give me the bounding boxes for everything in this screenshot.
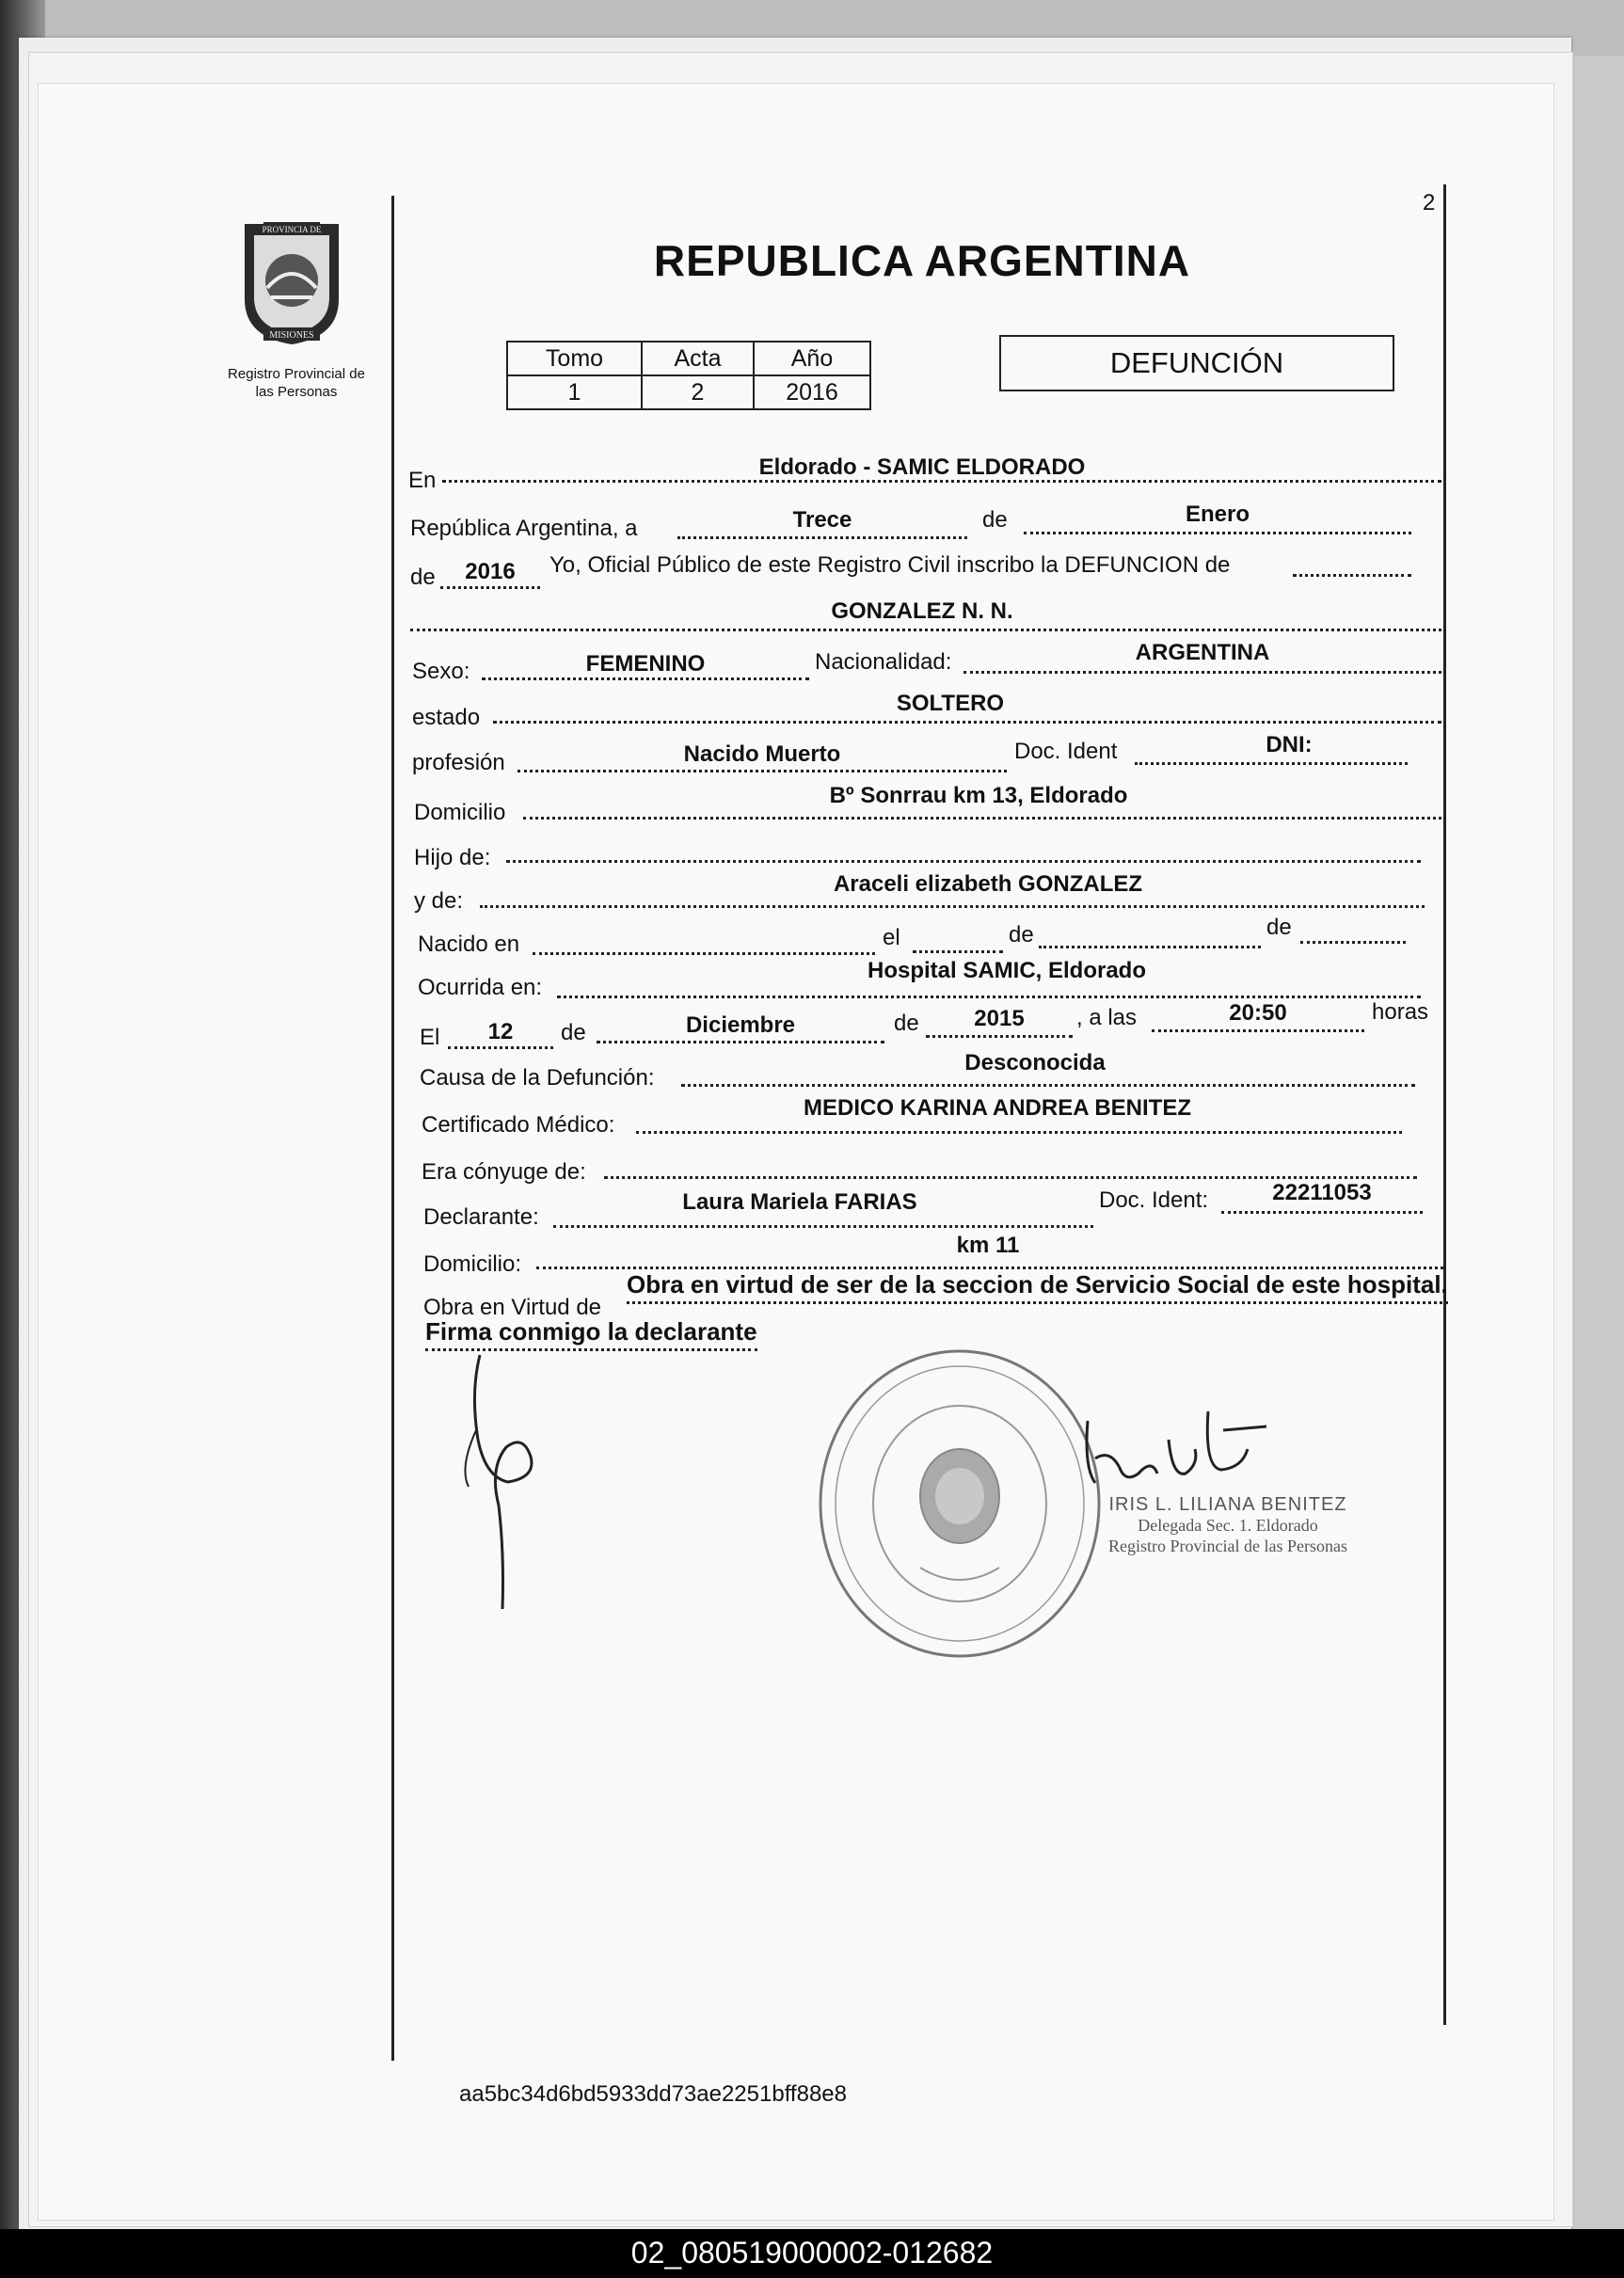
yde-value: Araceli elizabeth GONZALEZ <box>833 871 1143 897</box>
doc-ident2-label: Doc. Ident: <box>1099 1187 1209 1213</box>
nacionalidad-value: ARGENTINA <box>1135 640 1270 665</box>
death-time: 20:50 <box>1229 1000 1287 1026</box>
conyuge-label: Era cónyuge de: <box>422 1159 586 1185</box>
certificado-value: MEDICO KARINA ANDREA BENITEZ <box>804 1095 1191 1121</box>
record-table <box>506 341 871 410</box>
de4-label: de <box>894 1011 919 1036</box>
republica-label: República Argentina, a <box>410 516 638 541</box>
ocurrida-label: Ocurrida en: <box>418 975 543 1000</box>
tomo-value: 1 <box>507 375 642 409</box>
obra-label: Obra en Virtud de <box>423 1295 602 1320</box>
page-number: 2 <box>1423 190 1436 215</box>
death-time-line <box>1152 1029 1364 1032</box>
death-day: 12 <box>487 1019 514 1044</box>
acta-value: 2 <box>642 375 754 409</box>
ocurrida-line <box>557 996 1421 998</box>
domicilio2-label: Domicilio: <box>423 1251 522 1277</box>
horas-label: horas <box>1372 999 1429 1025</box>
profesion-label: profesión <box>412 750 505 775</box>
domicilio-line <box>523 817 1441 820</box>
official-seal-icon <box>809 1346 1110 1665</box>
tomo-header: Tomo <box>507 342 642 375</box>
official-block <box>1082 1494 1374 1556</box>
hijo-line <box>506 860 1421 863</box>
official-signature-icon <box>1082 1393 1270 1505</box>
estado-value: SOLTERO <box>896 691 1005 716</box>
alas-label: , a las <box>1076 1005 1138 1030</box>
de3-label: de <box>561 1020 586 1045</box>
day-text: Trece <box>792 507 852 533</box>
sexo-line <box>482 677 809 680</box>
doc-ident2-value: 22211053 <box>1272 1180 1372 1205</box>
left-margin-rule <box>391 196 394 2061</box>
month-text: Enero <box>1185 502 1250 527</box>
el2-label: El <box>420 1025 440 1050</box>
death-year: 2015 <box>974 1006 1025 1031</box>
yde-line <box>480 905 1425 908</box>
statement-line <box>1293 574 1411 577</box>
el-label: el <box>883 925 900 950</box>
logo-text-top: PROVINCIA DE <box>262 225 322 234</box>
conyuge-line <box>604 1176 1417 1179</box>
ano-header: Año <box>754 342 870 375</box>
hijo-label: Hijo de: <box>414 845 491 870</box>
logo-caption-line1: Registro Provincial de <box>228 366 365 382</box>
official-role: Delegada Sec. 1. Eldorado <box>1138 1516 1318 1535</box>
causa-label: Causa de la Defunción: <box>420 1065 655 1091</box>
nacido-line <box>533 952 875 955</box>
estado-line <box>493 721 1441 724</box>
name-line <box>410 629 1441 631</box>
declarante-label: Declarante: <box>423 1204 539 1230</box>
logo-caption <box>207 365 386 401</box>
document-hash: aa5bc34d6bd5933dd73ae2251bff88e8 <box>459 2081 847 2107</box>
yde-label: y de: <box>414 888 464 914</box>
declarante-line <box>553 1225 1093 1228</box>
day-line <box>677 536 967 539</box>
nacido-day-line <box>913 950 1003 953</box>
coat-of-arms-icon <box>235 215 348 346</box>
en-label: En <box>408 468 437 493</box>
estado-label: estado <box>412 705 481 730</box>
de1-label: de <box>1009 922 1034 948</box>
obra-value: Obra en virtud de ser de la seccion de Servicio Social de este hospital. <box>627 1270 1448 1304</box>
death-month: Diciembre <box>685 1012 796 1038</box>
de-label: de <box>982 507 1008 533</box>
ano-value: 2016 <box>754 375 870 409</box>
profesion-value: Nacido Muerto <box>683 741 841 767</box>
nacido-label: Nacido en <box>418 932 520 957</box>
domicilio-value: Bº Sonrrau km 13, Eldorado <box>829 783 1128 808</box>
doc-ident-line <box>1135 762 1408 765</box>
doc-ident-label: Doc. Ident <box>1014 739 1118 764</box>
sexo-value: FEMENINO <box>585 651 706 677</box>
death-month-line <box>597 1041 884 1043</box>
firma-value: Firma conmigo la declarante <box>425 1317 757 1351</box>
causa-line <box>681 1084 1415 1087</box>
sexo-label: Sexo: <box>412 659 470 684</box>
declarant-signature-icon <box>452 1336 565 1618</box>
footer-id: 02_080519000002-012682 <box>630 2236 994 2270</box>
right-margin-rule <box>1443 184 1446 2025</box>
month-line <box>1024 532 1411 534</box>
nacionalidad-label: Nacionalidad: <box>815 649 952 675</box>
official-name: IRIS L. LILIANA BENITEZ <box>1108 1494 1347 1515</box>
domicilio-label: Domicilio <box>414 800 506 825</box>
official-office: Registro Provincial de las Personas <box>1108 1537 1347 1555</box>
statement-text: Yo, Oficial Público de este Registro Civil inscribo la DEFUNCION de <box>549 552 1231 578</box>
en-value: Eldorado - SAMIC ELDORADO <box>758 454 1086 480</box>
nacido-year-line <box>1300 941 1406 944</box>
nacido-month-line <box>1039 946 1261 948</box>
domicilio2-value: km 11 <box>956 1233 1020 1258</box>
declarante-value: Laura Mariela FARIAS <box>682 1189 917 1215</box>
de2-label: de <box>1266 915 1292 940</box>
profesion-line <box>517 770 1007 773</box>
document-title: REPUBLICA ARGENTINA <box>653 236 1191 285</box>
domicilio2-line <box>536 1266 1443 1269</box>
acta-header: Acta <box>642 342 754 375</box>
year-line <box>440 586 540 589</box>
doc-ident-value: DNI: <box>1266 732 1313 757</box>
certificado-line <box>636 1131 1402 1134</box>
year-value: 2016 <box>465 559 516 584</box>
deceased-name: GONZALEZ N. N. <box>831 598 1013 624</box>
ocurrida-value: Hospital SAMIC, Eldorado <box>867 958 1146 983</box>
logo-text-bottom: MISIONES <box>269 330 314 341</box>
record-type-box: DEFUNCIÓN <box>999 335 1394 391</box>
logo-caption-line2: las Personas <box>255 384 338 400</box>
causa-value: Desconocida <box>964 1050 1106 1075</box>
year-prefix: de <box>410 565 436 590</box>
nacionalidad-line <box>963 671 1441 674</box>
doc-ident2-line <box>1221 1211 1423 1214</box>
certificado-label: Certificado Médico: <box>422 1112 615 1138</box>
death-year-line <box>926 1035 1073 1038</box>
death-day-line <box>448 1046 553 1049</box>
